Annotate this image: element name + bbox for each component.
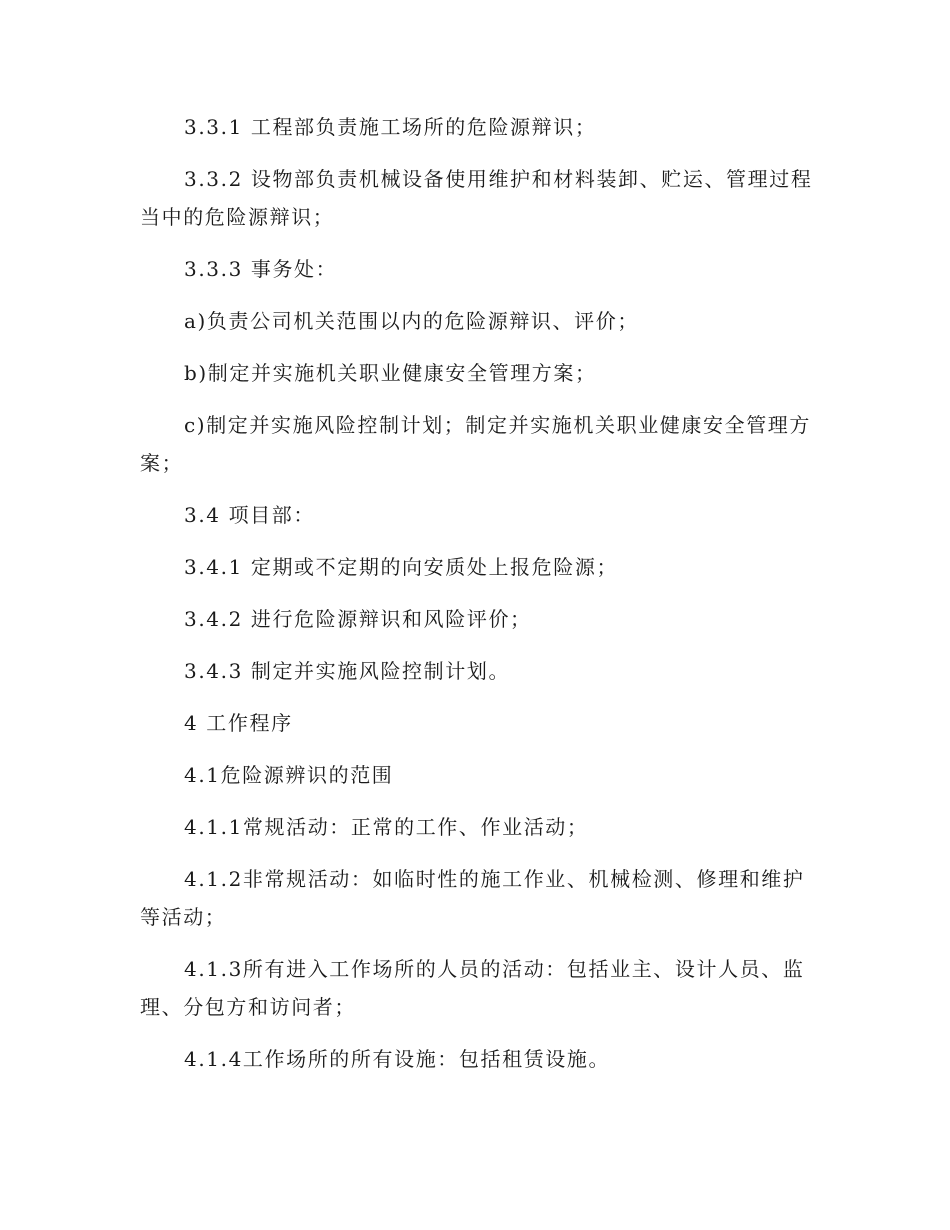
paragraph-4-1-1: 4.1.1常规活动：正常的工作、作业活动； <box>184 815 589 839</box>
paragraph-3-3-2: 3.3.2 设物部负责机械设备使用维护和材料装卸、贮运、管理过程当中的危险源辩识； <box>140 167 813 229</box>
paragraph-item-b: b)制定并实施机关职业健康安全管理方案； <box>184 361 597 385</box>
paragraph-3-3-3: 3.3.3 事务处： <box>184 257 338 281</box>
paragraph-4-1-4: 4.1.4工作场所的所有设施：包括租赁设施。 <box>184 1047 611 1071</box>
paragraph-3-3-1: 3.3.1 工程部负责施工场所的危险源辩识； <box>184 115 597 139</box>
paragraph-item-a: a)负责公司机关范围以内的危险源辩识、评价； <box>184 309 639 333</box>
paragraph-3-4: 3.4 项目部： <box>184 503 315 527</box>
section-heading-4: 4 工作程序 <box>184 711 293 735</box>
paragraph-4-1: 4.1危险源辨识的范围 <box>184 763 394 787</box>
paragraph-item-c: c)制定并实施风险控制计划；制定并实施机关职业健康安全管理方案； <box>140 413 812 475</box>
paragraph-4-1-2: 4.1.2非常规活动：如临时性的施工作业、机械检测、修理和维护等活动； <box>140 867 805 929</box>
paragraph-3-4-3: 3.4.3 制定并实施风险控制计划。 <box>184 659 511 683</box>
paragraph-3-4-1: 3.4.1 定期或不定期的向安质处上报危险源； <box>184 555 619 579</box>
paragraph-4-1-3: 4.1.3所有进入工作场所的人员的活动：包括业主、设计人员、监理、分包方和访问者； <box>140 957 805 1019</box>
document-body <box>140 108 816 1092</box>
paragraph-3-4-2: 3.4.2 进行危险源辩识和风险评价； <box>184 607 532 631</box>
